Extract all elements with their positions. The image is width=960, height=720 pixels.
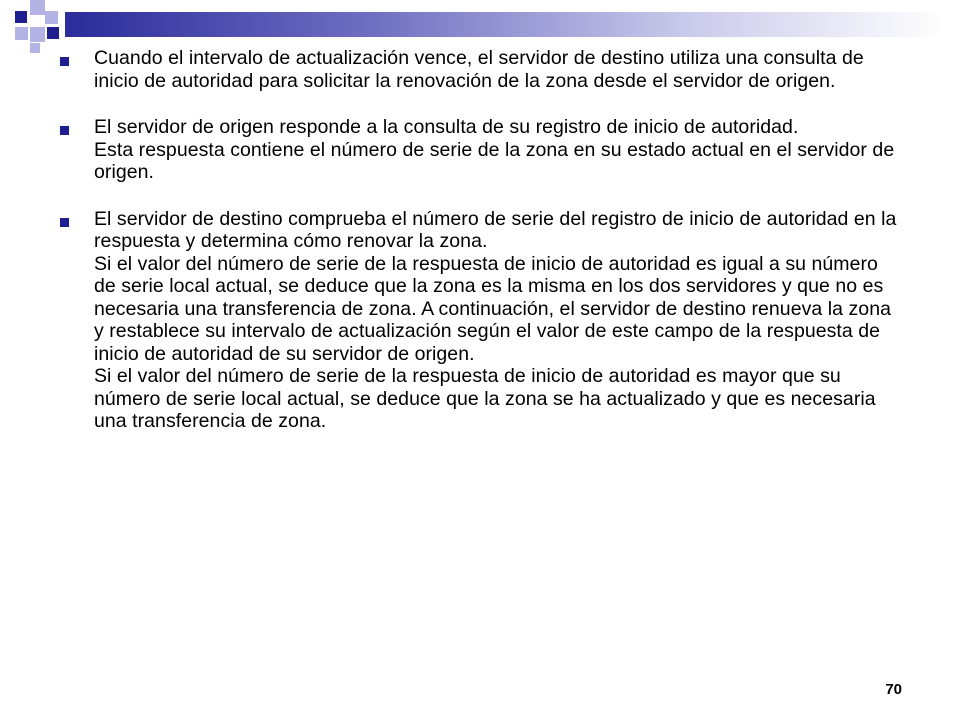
corner-square-4: [15, 27, 28, 40]
bullet-text: Cuando el intervalo de actualización vence, el servidor de destino utiliza una consulta de inicio de autoridad para solicitar la renovación de la zona desde el servidor de origen.: [94, 47, 864, 92]
corner-square-1: [15, 11, 27, 23]
square-bullet-icon: [60, 126, 69, 135]
slide-content: [60, 47, 905, 457]
bullet-item: [60, 116, 905, 184]
corner-square-2: [30, 0, 45, 15]
square-bullet-icon: [60, 218, 69, 227]
corner-square-6: [47, 27, 59, 39]
corner-square-5: [30, 27, 45, 42]
bullet-item: [60, 47, 905, 92]
bullet-text: Esta respuesta contiene el número de serie de la zona en su estado actual en el servidor de origen.: [94, 138, 895, 183]
corner-square-7: [30, 43, 40, 53]
corner-square-3: [45, 11, 58, 24]
bullet-text: El servidor de destino comprueba el número de serie del registro de inicio de autoridad en la respuesta y determina cómo renovar la zona.: [94, 207, 897, 252]
bullet-item: [60, 208, 905, 433]
square-bullet-icon: [60, 57, 69, 66]
header-gradient-bar: [65, 12, 945, 37]
bullet-text: Si el valor del número de serie de la respuesta de inicio de autoridad es mayor que su número de serie local actual, se deduce que la zona se ha actualizado y que es necesaria una transferencia de zona.: [94, 365, 876, 432]
page-number: 70: [885, 681, 902, 698]
bullet-text: El servidor de origen responde a la consulta de su registro de inicio de autoridad.: [94, 116, 799, 138]
bullet-text: Si el valor del número de serie de la respuesta de inicio de autoridad es igual a su número de serie local actual, se deduce que la zona es la misma en los dos servidores y que no es necesaria una transferencia de zona. A continuación, el servidor de destino renueva la zona y restablece su intervalo de actualización según el valor de este campo de la respuesta de inicio de autoridad de su servidor de origen.: [94, 252, 891, 365]
